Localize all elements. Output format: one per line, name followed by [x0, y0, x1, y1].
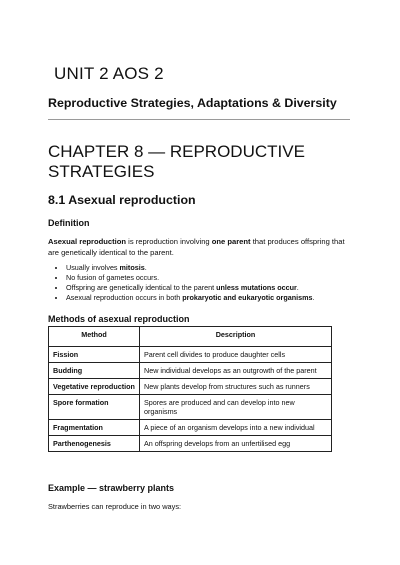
- bullet-bold: unless mutations occur: [216, 283, 297, 292]
- bullet-text: No fusion of gametes occurs.: [66, 273, 160, 282]
- bullet-text: Asexual reproduction occurs in both: [66, 293, 183, 302]
- definition-text-1: is reproduction involving: [126, 237, 212, 246]
- methods-table: [48, 326, 332, 452]
- method-cell: Parthenogenesis: [49, 436, 140, 452]
- bullet-text: Usually involves: [66, 263, 120, 272]
- column-header-method: Method: [49, 327, 140, 347]
- description-cell: Parent cell divides to produce daughter cells: [140, 347, 332, 363]
- bullet-item: [66, 283, 356, 293]
- table-row: [49, 436, 332, 452]
- chapter-title: CHAPTER 8 — REPRODUCTIVE STRATEGIES: [48, 142, 305, 181]
- table-row: [49, 347, 332, 363]
- table-row: [49, 420, 332, 436]
- bullet-text: Offspring are genetically identical to the parent: [66, 283, 217, 292]
- unit-subtitle: Reproductive Strategies, Adaptations & Diversity: [48, 96, 337, 110]
- table-header-row: [49, 327, 332, 347]
- example-text: Strawberries can reproduce in two ways:: [48, 502, 182, 511]
- bullet-item: [66, 263, 356, 273]
- method-cell: Fragmentation: [49, 420, 140, 436]
- definition-paragraph: [48, 236, 354, 258]
- methods-heading: Methods of asexual reproduction: [48, 314, 190, 324]
- definition-emphasis: one parent: [211, 237, 251, 246]
- table-row: [49, 363, 332, 379]
- unit-title: UNIT 2 AOS 2: [54, 64, 164, 83]
- method-cell: Budding: [49, 363, 140, 379]
- bullet-bold: prokaryotic and eukaryotic organisms: [182, 293, 313, 302]
- method-cell: Spore formation: [49, 395, 140, 420]
- section-title: 8.1 Asexual reproduction: [48, 193, 196, 207]
- bullet-list: [48, 263, 356, 303]
- bullet-item: [66, 293, 356, 303]
- method-cell: Vegetative reproduction: [49, 379, 140, 395]
- table-row: [49, 395, 332, 420]
- description-cell: An offspring develops from an unfertilised egg: [140, 436, 332, 452]
- bullet-text-end: .: [312, 293, 315, 302]
- description-cell: A piece of an organism develops into a new individual: [140, 420, 332, 436]
- description-cell: New individual develops as an outgrowth of the parent: [140, 363, 332, 379]
- definition-heading: Definition: [48, 218, 90, 228]
- bullet-text-end: .: [144, 263, 147, 272]
- horizontal-rule: [48, 119, 350, 120]
- column-header-description: Description: [140, 327, 332, 347]
- bullet-bold: mitosis: [119, 263, 145, 272]
- definition-text-2: that produces offspring that are genetically identical to the parent.: [48, 237, 345, 257]
- description-cell: New plants develop from structures such as runners: [140, 379, 332, 395]
- table-row: [49, 379, 332, 395]
- bullet-item: [66, 273, 356, 283]
- method-cell: Fission: [49, 347, 140, 363]
- definition-term: Asexual reproduction: [48, 237, 127, 246]
- description-cell: Spores are produced and can develop into new organisms: [140, 395, 332, 420]
- bullet-text-end: .: [296, 283, 299, 292]
- example-heading: Example — strawberry plants: [48, 483, 175, 493]
